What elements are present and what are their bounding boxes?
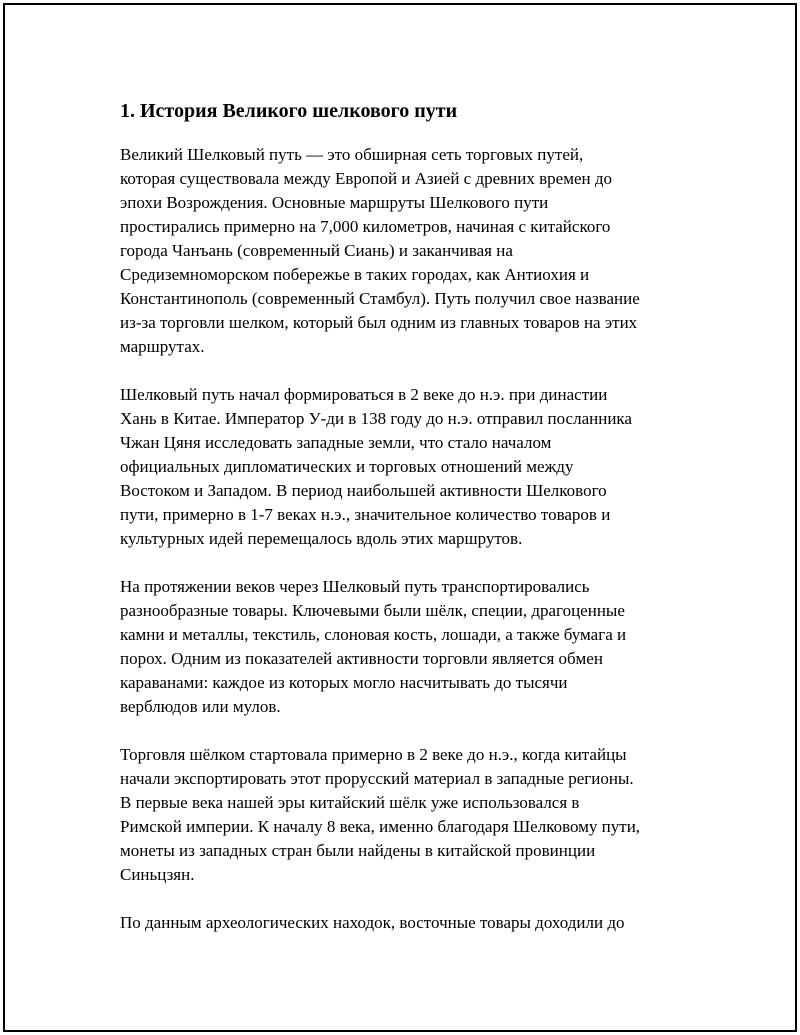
section-heading: 1. История Великого шелкового пути [120,100,458,122]
text-line: Синьцзян. [120,865,195,884]
text-line: монеты из западных стран были найдены в китайской провинции [120,841,596,860]
text-line: порох. Одним из показателей активности торговли является обмен [120,649,603,668]
paragraph-5 [120,911,700,935]
paragraph-1 [120,143,700,359]
text-line: культурных идей перемещалось вдоль этих маршрутов. [120,529,523,548]
text-line: простирались примерно на 7,000 километров, начиная с китайского [120,217,611,236]
text-line: Средиземноморском побережье в таких городах, как Антиохия и [120,265,590,284]
paragraph-4 [120,743,700,887]
text-line: Великий Шелковый путь — это обширная сеть торговых путей, [120,145,584,164]
text-line: Востоком и Западом. В период наибольшей активности Шелкового [120,481,607,500]
paragraph-2 [120,383,700,551]
text-line: разнообразные товары. Ключевыми были шёлк, специи, драгоценные [120,601,625,620]
text-line: верблюдов или мулов. [120,697,281,716]
text-line: эпохи Возрождения. Основные маршруты Шелкового пути [120,193,549,212]
page-frame [3,3,797,1032]
text-line: пути, примерно в 1-7 веках н.э., значительное количество товаров и [120,505,611,524]
text-line: По данным археологических находок, восточные товары доходили до [120,913,625,932]
text-line: Чжан Цяня исследовать западные земли, что стало началом [120,433,552,452]
document-body [120,97,700,959]
text-line: В первые века нашей эры китайский шёлк уже использовался в [120,793,580,812]
text-line: города Чанъань (современный Сиань) и заканчивая на [120,241,513,260]
text-line: которая существовала между Европой и Азией с древних времен до [120,169,613,188]
text-line: из-за торговли шелком, который был одним из главных товаров на этих [120,313,638,332]
text-line: На протяжении веков через Шелковый путь транспортировались [120,577,590,596]
text-line: Римской империи. К началу 8 века, именно благодаря Шелковому пути, [120,817,641,836]
text-line: официальных дипломатических и торговых отношений между [120,457,574,476]
text-line: Хань в Китае. Император У-ди в 138 году до н.э. отправил посланника [120,409,632,428]
paragraph-3 [120,575,700,719]
text-line: камни и металлы, текстиль, слоновая кость, лошади, а также бумага и [120,625,627,644]
text-line: Константинополь (современный Стамбул). Путь получил свое название [120,289,640,308]
text-line: Шелковый путь начал формироваться в 2 веке до н.э. при династии [120,385,608,404]
text-line: караванами: каждое из которых могло насчитывать до тысячи [120,673,568,692]
text-line: начали экспортировать этот прорусский материал в западные регионы. [120,769,634,788]
text-line: маршрутах. [120,337,205,356]
text-line: Торговля шёлком стартовала примерно в 2 веке до н.э., когда китайцы [120,745,627,764]
